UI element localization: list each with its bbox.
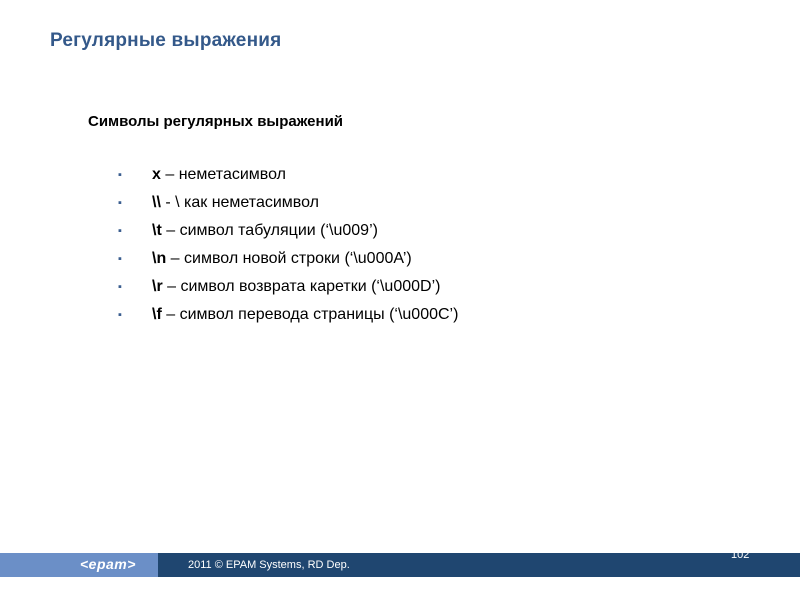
slide-title: Регулярные выражения bbox=[50, 30, 282, 51]
square-bullet-icon: ▪ bbox=[118, 309, 122, 321]
square-bullet-icon: ▪ bbox=[118, 253, 122, 265]
bullet-code: \f bbox=[152, 306, 162, 323]
bullet-code: \r bbox=[152, 278, 163, 295]
bullet-text: – символ новой строки (‘\u000A’) bbox=[166, 250, 412, 267]
square-bullet-icon: ▪ bbox=[118, 281, 122, 293]
bullet-item-newline bbox=[118, 249, 458, 277]
footer-bar bbox=[0, 549, 800, 577]
square-bullet-icon: ▪ bbox=[118, 169, 122, 181]
bullet-list bbox=[118, 165, 458, 333]
square-bullet-icon: ▪ bbox=[118, 225, 122, 237]
bullet-item-x bbox=[118, 165, 458, 193]
slide-subtitle: Символы регулярных выражений bbox=[88, 113, 344, 130]
bullet-text: – символ возврата каретки (‘\u000D’) bbox=[162, 278, 441, 295]
page-number: 102 bbox=[731, 549, 750, 561]
footer-copyright: 2011 © EPAM Systems, RD Dep. bbox=[188, 559, 350, 571]
bullet-item-tab bbox=[118, 221, 458, 249]
bullet-item-backslash bbox=[118, 193, 458, 221]
bullet-text: – символ перевода страницы (‘\u000C’) bbox=[161, 306, 459, 323]
bullet-text: – символ табуляции (‘\u009’) bbox=[161, 222, 378, 239]
bullet-code: \n bbox=[152, 250, 167, 267]
bullet-text: – неметасимвол bbox=[160, 166, 286, 183]
epam-logo: <epam> bbox=[80, 556, 136, 572]
bullet-code: \t bbox=[152, 222, 162, 239]
bullet-code: x bbox=[152, 166, 161, 183]
bullet-item-carriage-return bbox=[118, 277, 458, 305]
bullet-item-form-feed bbox=[118, 305, 458, 333]
bullet-code: \\ bbox=[152, 194, 161, 211]
bullet-text: - \ как неметасимвол bbox=[160, 194, 319, 211]
square-bullet-icon: ▪ bbox=[118, 197, 122, 209]
